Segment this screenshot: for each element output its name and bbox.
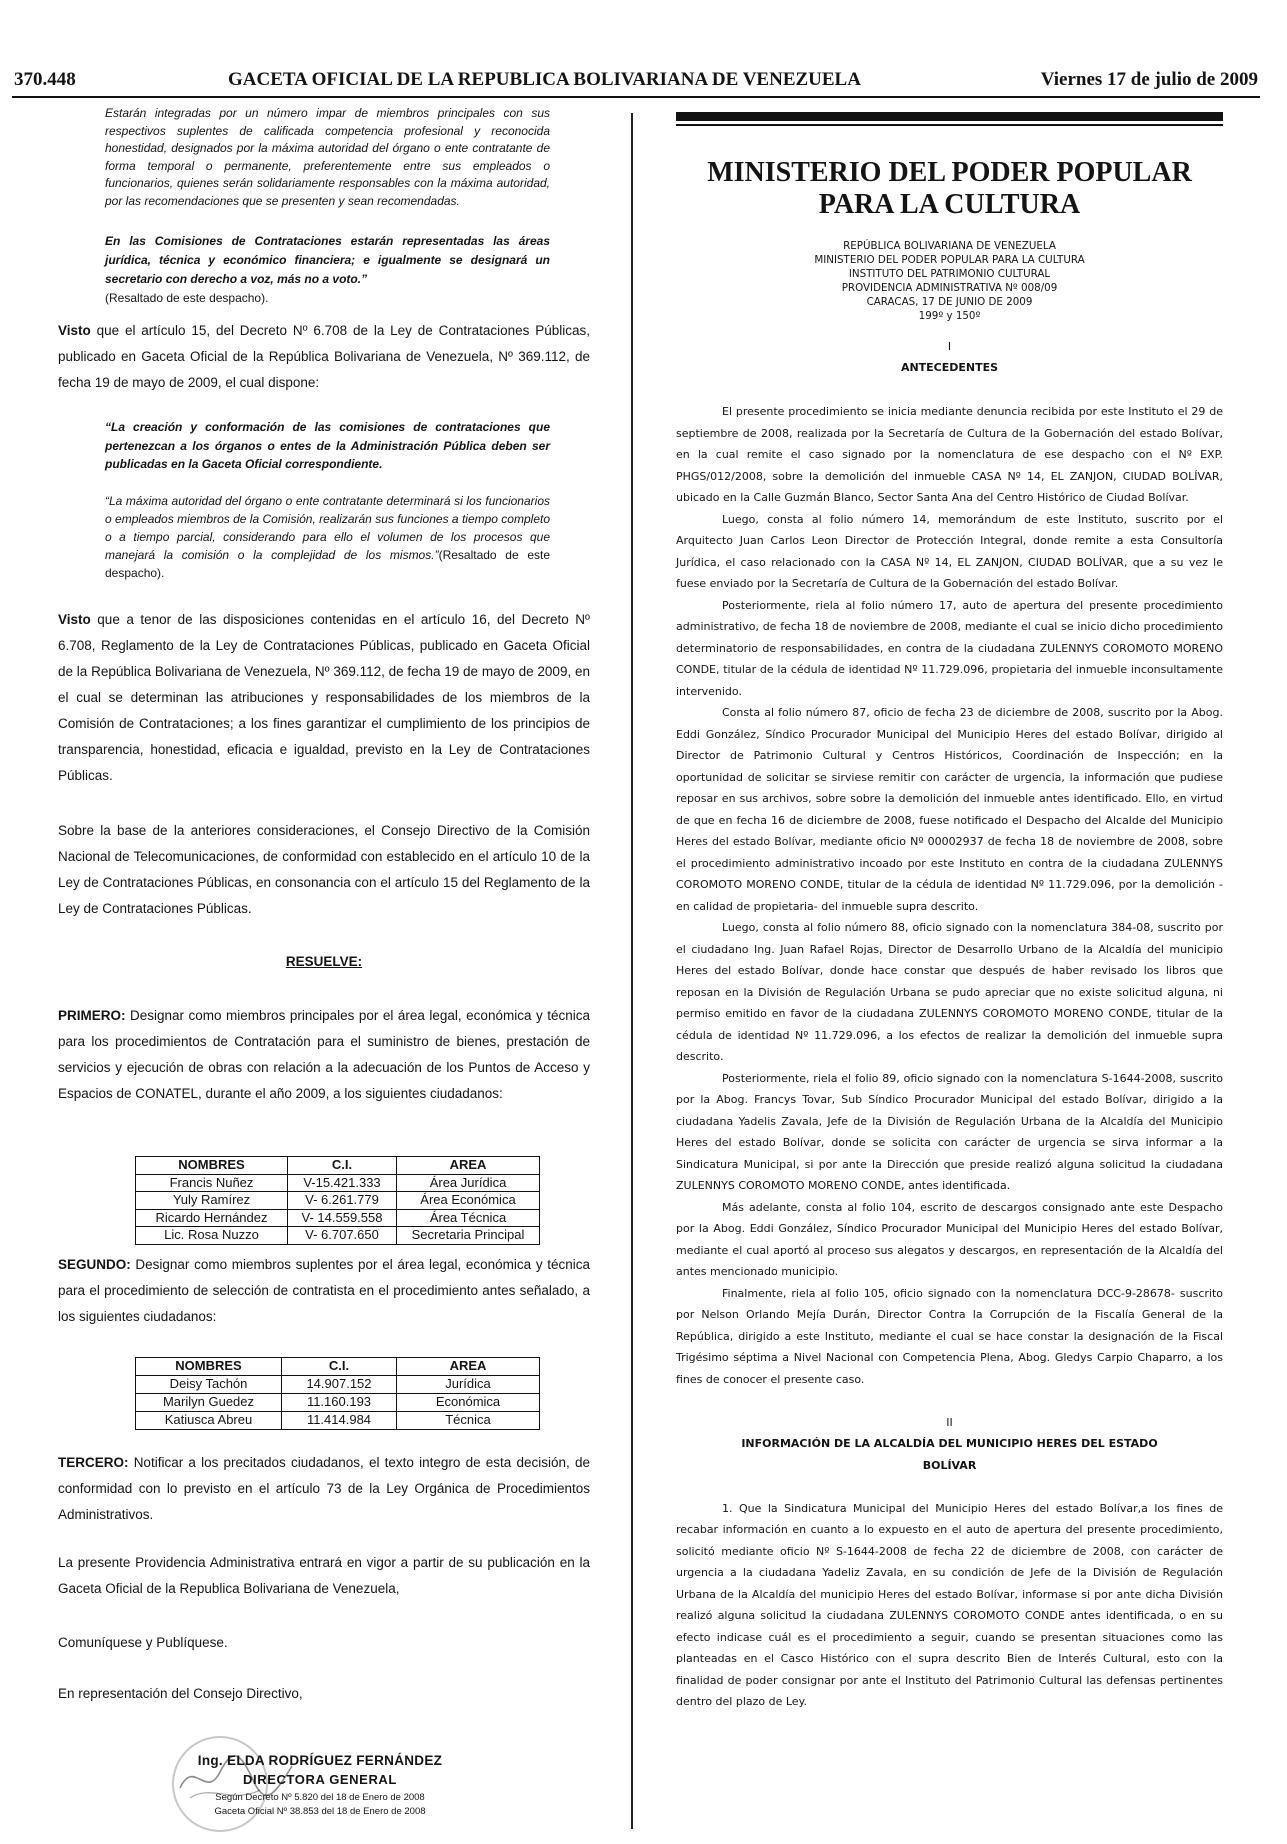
member-name: Ricardo Hernández — [136, 1209, 288, 1227]
header-rule — [12, 96, 1260, 98]
member-area: Área Jurídica — [397, 1174, 540, 1192]
table-row — [136, 1192, 540, 1210]
antecedent-paragraph: Luego, consta al folio número 88, oficio signado con la nomenclatura 384-08, suscrito por el ciudadano Ing. Juan Rafael Rojas, Director de Desarrollo Urbano de la Alcaldía del municipio Heres del estado Bolívar, donde hace constar que después de haber revisado los libros que reposan en la División de Regulación Urbana se pudo apreciar que no existe solicitud alguna, ni permiso emitido en favor de la ciudadana ZULENNYS COROMOTO MORENO CONDE, titular de la cédula de identidad Nº 11.729.096, a los efectos de realizar la demolición del inmueble supra descrito. — [676, 921, 1223, 1063]
member-name: Yuly Ramírez — [136, 1192, 288, 1210]
quote-article-15: “La creación y conformación de las comisiones de contrataciones que pertenezcan a los órganos o entes de la Administración Pública deben ser publicadas en la Gaceta Oficial correspondiente. — [105, 420, 550, 471]
emphasis-text: En las Comisiones de Contrataciones estarán representadas las áreas jurídica, técnica y económico financiera; e igualmente se designará un secretario con derecho a voz, más no a voto.” — [105, 234, 550, 286]
paragraph-lead: Visto — [58, 612, 91, 627]
resolves-label: RESUELVE: — [285, 954, 363, 969]
member-id: V- 14.559.558 — [288, 1209, 397, 1227]
article-text: Notificar a los precitados ciudadanos, el texto integro de esta decisión, de conformidad con lo previsto en el artículo 73 de la Ley Orgánica de Procedimientos Administrativos. — [58, 1455, 590, 1522]
column-header-area: AREA — [397, 1358, 540, 1376]
section-number-2: II — [946, 1415, 953, 1429]
table-row — [136, 1376, 540, 1394]
member-id: V- 6.261.779 — [288, 1192, 397, 1210]
member-name: Marilyn Guedez — [136, 1394, 282, 1412]
column-divider — [631, 113, 633, 1829]
ministry-title-line-2: PARA LA CULTURA — [818, 189, 1081, 220]
page-number: 370.448 — [14, 69, 76, 90]
member-area: Área Técnica — [397, 1209, 540, 1227]
table-row — [136, 1394, 540, 1412]
antecedent-paragraph: Consta al folio número 87, oficio de fecha 23 de diciembre de 2008, suscrito por la Abog. Eddi González, Síndico Procurador Municipal del Municipio Heres del estado Bolívar, dirigido al Director de Patrimonio Cultural y Centros Históricos, Coordinación de Inspección; en la oportunidad de solicitar se sirviese remitir con carácter de urgencia, la información que pudiese reposar en sus archivos, sobre sobre la demolición del inmueble antes identificado. Ello, en virtud de que en fecha 16 de diciembre de 2008, fuese notificado el Despacho del Alcalde del Municipio Heres del estado Bolívar, mediante oficio Nº 00002937 de fecha 18 de noviembre de 2008, sobre el procedimiento administrativo incoado por este Instituto en contra de la ciudadana ZULENNYS COROMOTO MORENO CONDE, titular de la cédula de identidad Nº 11.729.096, por la demolición -en calidad de propietaria- del inmueble supra descrito. — [676, 706, 1223, 913]
article-text: Designar como miembros suplentes por el área legal, económica y técnica para el procedimiento de selección de contratista en el procedimiento antes señalado, a los siguientes ciudadanos: — [58, 1257, 590, 1324]
antecedent-paragraph: Finalmente, riela al folio 105, oficio signado con la nomenclatura DCC-9-28678- suscrito por Nelson Orlando Mejía Durán, Director Contra la Corrupción de la Fiscalía General de la República, dirigido a este Instituto, mediante el cual se hace constar la designación de la Fiscal Trigésimo séptima a Nivel Nacional con Competencia Plena, Abog. Gledys Carpio Chaparro, a los fines de conocer el presente caso. — [676, 1286, 1223, 1386]
document-meta-line: PROVIDENCIA ADMINISTRATIVA Nº 008/09 — [841, 282, 1058, 294]
signatory-decree: Según Decreto Nº 5.820 del 18 de Enero de 2008 — [215, 1792, 425, 1803]
antecedent-paragraph: Posteriormente, riela al folio número 17, auto de apertura del presente procedimiento administrativo, de fecha 18 de noviembre de 2008, mediante el cual se inicio dicho procedimiento determinatorio de responsabilidades, en contra de la ciudadana ZULENNYS COROMOTO MORENO CONDE, titular de la cédula de identidad Nº 11.729.096, propietaria del inmueble inconsultamente intervenido. — [676, 598, 1223, 698]
section-title-municipal-info: INFORMACIÓN DE LA ALCALDÍA DEL MUNICIPIO HERES DEL ESTADO BOLÍVAR — [741, 1437, 1158, 1472]
article-tercero — [58, 1450, 590, 1528]
paragraph-text: que el artículo 15, del Decreto Nº 6.708 de la Ley de Contrataciones Públicas, publicado en Gaceta Oficial de la República Bolivariana de Venezuela, Nº 369.112, de fecha 19 de mayo de 2009, el cual dispone: — [58, 323, 590, 390]
document-meta-line: MINISTERIO DEL PODER POPULAR PARA LA CULTURA — [814, 254, 1085, 266]
member-area: Secretaria Principal — [397, 1227, 540, 1245]
column-header-names: NOMBRES — [136, 1157, 288, 1175]
member-id: 14.907.152 — [282, 1376, 397, 1394]
table-row — [136, 1227, 540, 1245]
antecedent-paragraph: Luego, consta al folio número 14, memorándum de este Instituto, suscrito por el Arquitecto Juan Carlos Leon Director de Protección Integral, donde remite a esta Consultoría Jurídica, el caso relacionado con la CASA Nº 14, EL ZANJON, CIUDAD BOLÍVAR, que a su vez le fuese enviado por la Secretaría de Cultura de la Gobernación del estado Bolívar. — [676, 512, 1223, 590]
section-title-antecedentes: ANTECEDENTES — [900, 361, 999, 374]
column-header-names: NOMBRES — [136, 1358, 282, 1376]
table-header-row — [136, 1157, 540, 1175]
visto-paragraph-2 — [58, 607, 590, 789]
member-id: 11.160.193 — [282, 1394, 397, 1412]
document-meta-line: 199º y 150º — [918, 310, 981, 322]
providence-body — [676, 401, 1223, 1713]
quote-article-15-second — [105, 492, 550, 582]
member-area: Económica — [397, 1394, 540, 1412]
paragraph-lead: Visto — [58, 323, 91, 338]
resolves-heading — [58, 952, 590, 972]
section-number-1: I — [947, 340, 952, 353]
table-header-row — [136, 1358, 540, 1376]
article-lead: SEGUNDO: — [58, 1257, 131, 1272]
table-row — [136, 1174, 540, 1192]
signatory-name: Ing. ELDA RODRÍGUEZ FERNÁNDEZ — [197, 1753, 443, 1768]
article-primero — [58, 1003, 590, 1107]
member-name: Francis Nuñez — [136, 1174, 288, 1192]
article-text: Designar como miembros principales por el área legal, económica y técnica para los procedimientos de Contratación para el suministro de bienes, prestación de servicios y ejecución de obras con relación a la adecuación de los Puntos de Acceso y Espacios de CONATEL, durante el año 2009, a los siguientes ciudadanos: — [58, 1008, 590, 1101]
considerations-paragraph: Sobre la base de la anteriores consideraciones, el Consejo Directivo de la Comisión Nacional de Telecomunicaciones, de conformidad con establecido en el artículo 10 de la Ley de Contrataciones Públicas, en consonancia con el artículo 15 del Reglamento de la Ley de Contrataciones Públicas. — [58, 823, 590, 916]
municipal-info-paragraph: 1. Que la Sindicatura Municipal del Municipio Heres del estado Bolívar,a los fines de recabar información en cuanto a lo expuesto en el auto de apertura del presente procedimiento, solicitó mediante oficio Nº S-1644-2008 de fecha 22 de diciembre de 2008, con carácter de urgencia a la ciudadana Yadeliz Zavala, en su condición de Jefe de la División de Regulación Urbana de la Alcaldía del municipio Heres del estado Bolívar, informase si por ante dicha División realizó alguna solicitud la ciudadana ZULENNYS COROMOTO CONDE antes identificada, o en su efecto indicase cuál es el procedimiento a seguir, cuando se presentan situaciones como las planteadas en el Casco Histórico con el supra descrito Bien de Interés Cultural, esto con la finalidad de poder consignar por ante el Instituto del Patrimonio Cultural las defensas pertinentes dentro del plazo de Ley. — [676, 1501, 1223, 1708]
quoted-article-emphasis — [105, 232, 550, 308]
section-top-rule — [676, 124, 1223, 126]
member-name: Katiusca Abreu — [136, 1412, 282, 1430]
quote-note: (Resaltado de este despacho). — [105, 548, 551, 580]
member-area: Área Económica — [397, 1192, 540, 1210]
antecedent-paragraph: Posteriormente, riela el folio 89, oficio signado con la nomenclatura S-1644-2008, suscrito por la Abog. Francys Tovar, Sub Síndico Procurador Municipal del estado Bolívar, dirigido a la ciudadana Yadelis Zavala, Jefe de la División de Regulación Urbana de la Alcaldía del Municipio Heres del estado Bolívar, donde se solicita con carácter de urgencia se sirva informar a la Sindicatura Municipal, si por ante la Dirección que preside realizó alguna solicitud la ciudadana ZULENNYS COROMOTO MORENO CONDE, antes identificada. — [676, 1071, 1223, 1192]
alternate-members-table — [135, 1357, 540, 1430]
signatory-gazette: Gaceta Oficial Nº 38.853 del 18 de Enero de 2008 — [214, 1806, 426, 1817]
section-top-bar — [676, 112, 1223, 121]
antecedent-paragraph: El presente procedimiento se inicia mediante denuncia recibida por este Instituto el 29 de septiembre de 2008, realizada por la Secretaría de Cultura de la Gobernación del estado Bolívar, en la cual remite el caso signado por la nomenclatura de ese despacho con el Nº EXP. PHGS/012/2008, sobre la demolición del inmueble CASA Nº 14, EL ZANJON, CIUDAD BOLÍVAR, ubicado en la Calle Guzmán Blanco, Sector Santa Ana del Centro Histórico de Ciudad Bolívar. — [676, 405, 1223, 504]
column-header-area: AREA — [397, 1157, 540, 1175]
column-header-id: C.I. — [288, 1157, 397, 1175]
ministry-title-line-1: MINISTERIO DEL PODER POPULAR — [707, 157, 1192, 188]
article-lead: PRIMERO: — [58, 1008, 126, 1023]
publish-order: Comuníquese y Publíquese. — [58, 1635, 228, 1650]
quote-text: “La máxima autoridad del órgano o ente contratante determinará si los funcionarios o empleados miembros de la Comisión, realizarán sus funciones a tiempo completo o a tiempo parcial, considerando para ello el volumen de los procesos que manejará la comisión o la complejidad de los mismos.” — [105, 494, 550, 562]
visto-paragraph-1 — [58, 318, 590, 396]
article-lead: TERCERO: — [58, 1455, 129, 1470]
table-row — [136, 1412, 540, 1430]
antecedent-paragraph: Más adelante, consta al folio 104, escrito de descargos consignado ante este Despacho por la Abog. Eddi González, Síndico Procurador Municipal del Municipio Heres del estado Bolívar, mediante el cual aportó al proceso sus alegatos y descargos, en representación de la Alcaldía del antes mencionado municipio. — [676, 1200, 1223, 1278]
gazette-title: GACETA OFICIAL DE LA REPUBLICA BOLIVARIANA DE VENEZUELA — [228, 69, 861, 90]
member-id: V-15.421.333 — [288, 1174, 397, 1192]
table-row — [136, 1209, 540, 1227]
member-id: 11.414.984 — [282, 1412, 397, 1430]
effective-date-paragraph: La presente Providencia Administrativa entrará en vigor a partir de su publicación en la Gaceta Oficial de la Republica Bolivariana de Venezuela, — [58, 1555, 590, 1596]
member-area: Jurídica — [397, 1376, 540, 1394]
document-meta-line: CARACAS, 17 DE JUNIO DE 2009 — [866, 296, 1033, 308]
issue-date: Viernes 17 de julio de 2009 — [1040, 69, 1258, 90]
emphasis-note: (Resaltado de este despacho). — [105, 291, 269, 305]
column-header-id: C.I. — [282, 1358, 397, 1376]
principal-members-table — [135, 1156, 540, 1245]
document-meta-line: INSTITUTO DEL PATRIMONIO CULTURAL — [848, 268, 1051, 280]
paragraph-text: que a tenor de las disposiciones contenidas en el artículo 16, del Decreto Nº 6.708, Reglamento de la Ley de Contrataciones Públicas, publicado en Gaceta Oficial de la República Bolivariana de Venezuela, Nº 369.112, de fecha 19 de mayo de 2009, en el cual se determinan las atribuciones y responsabilidades de los miembros de la Comisión de Contrataciones; a los fines garantizar el cumplimiento de los principios de transparencia, honestidad, eficacia e igualdad, previsto en la Ley de Contrataciones Públicas. — [58, 612, 590, 783]
member-area: Técnica — [397, 1412, 540, 1430]
board-representation: En representación del Consejo Directivo, — [58, 1686, 303, 1701]
member-name: Deisy Tachón — [136, 1376, 282, 1394]
signatory-title: DIRECTORA GENERAL — [243, 1772, 397, 1787]
member-id: V- 6.707.650 — [288, 1227, 397, 1245]
document-meta-line: REPÚBLICA BOLIVARIANA DE VENEZUELA — [843, 240, 1056, 252]
member-name: Lic. Rosa Nuzzo — [136, 1227, 288, 1245]
quoted-article-text: Estarán integradas por un número impar de miembros principales con sus respectivos suplentes de calificada competencia profesional y reconocida honestidad, designados por la máxima autoridad del órgano o ente contratante de forma temporal o permanente, preferentemente entre sus empleados o funcionarios, quienes serán solidariamente responsables con la máxima autoridad, por las recomendaciones que se presenten y sean recomendadas. — [105, 106, 550, 208]
article-segundo — [58, 1252, 590, 1330]
